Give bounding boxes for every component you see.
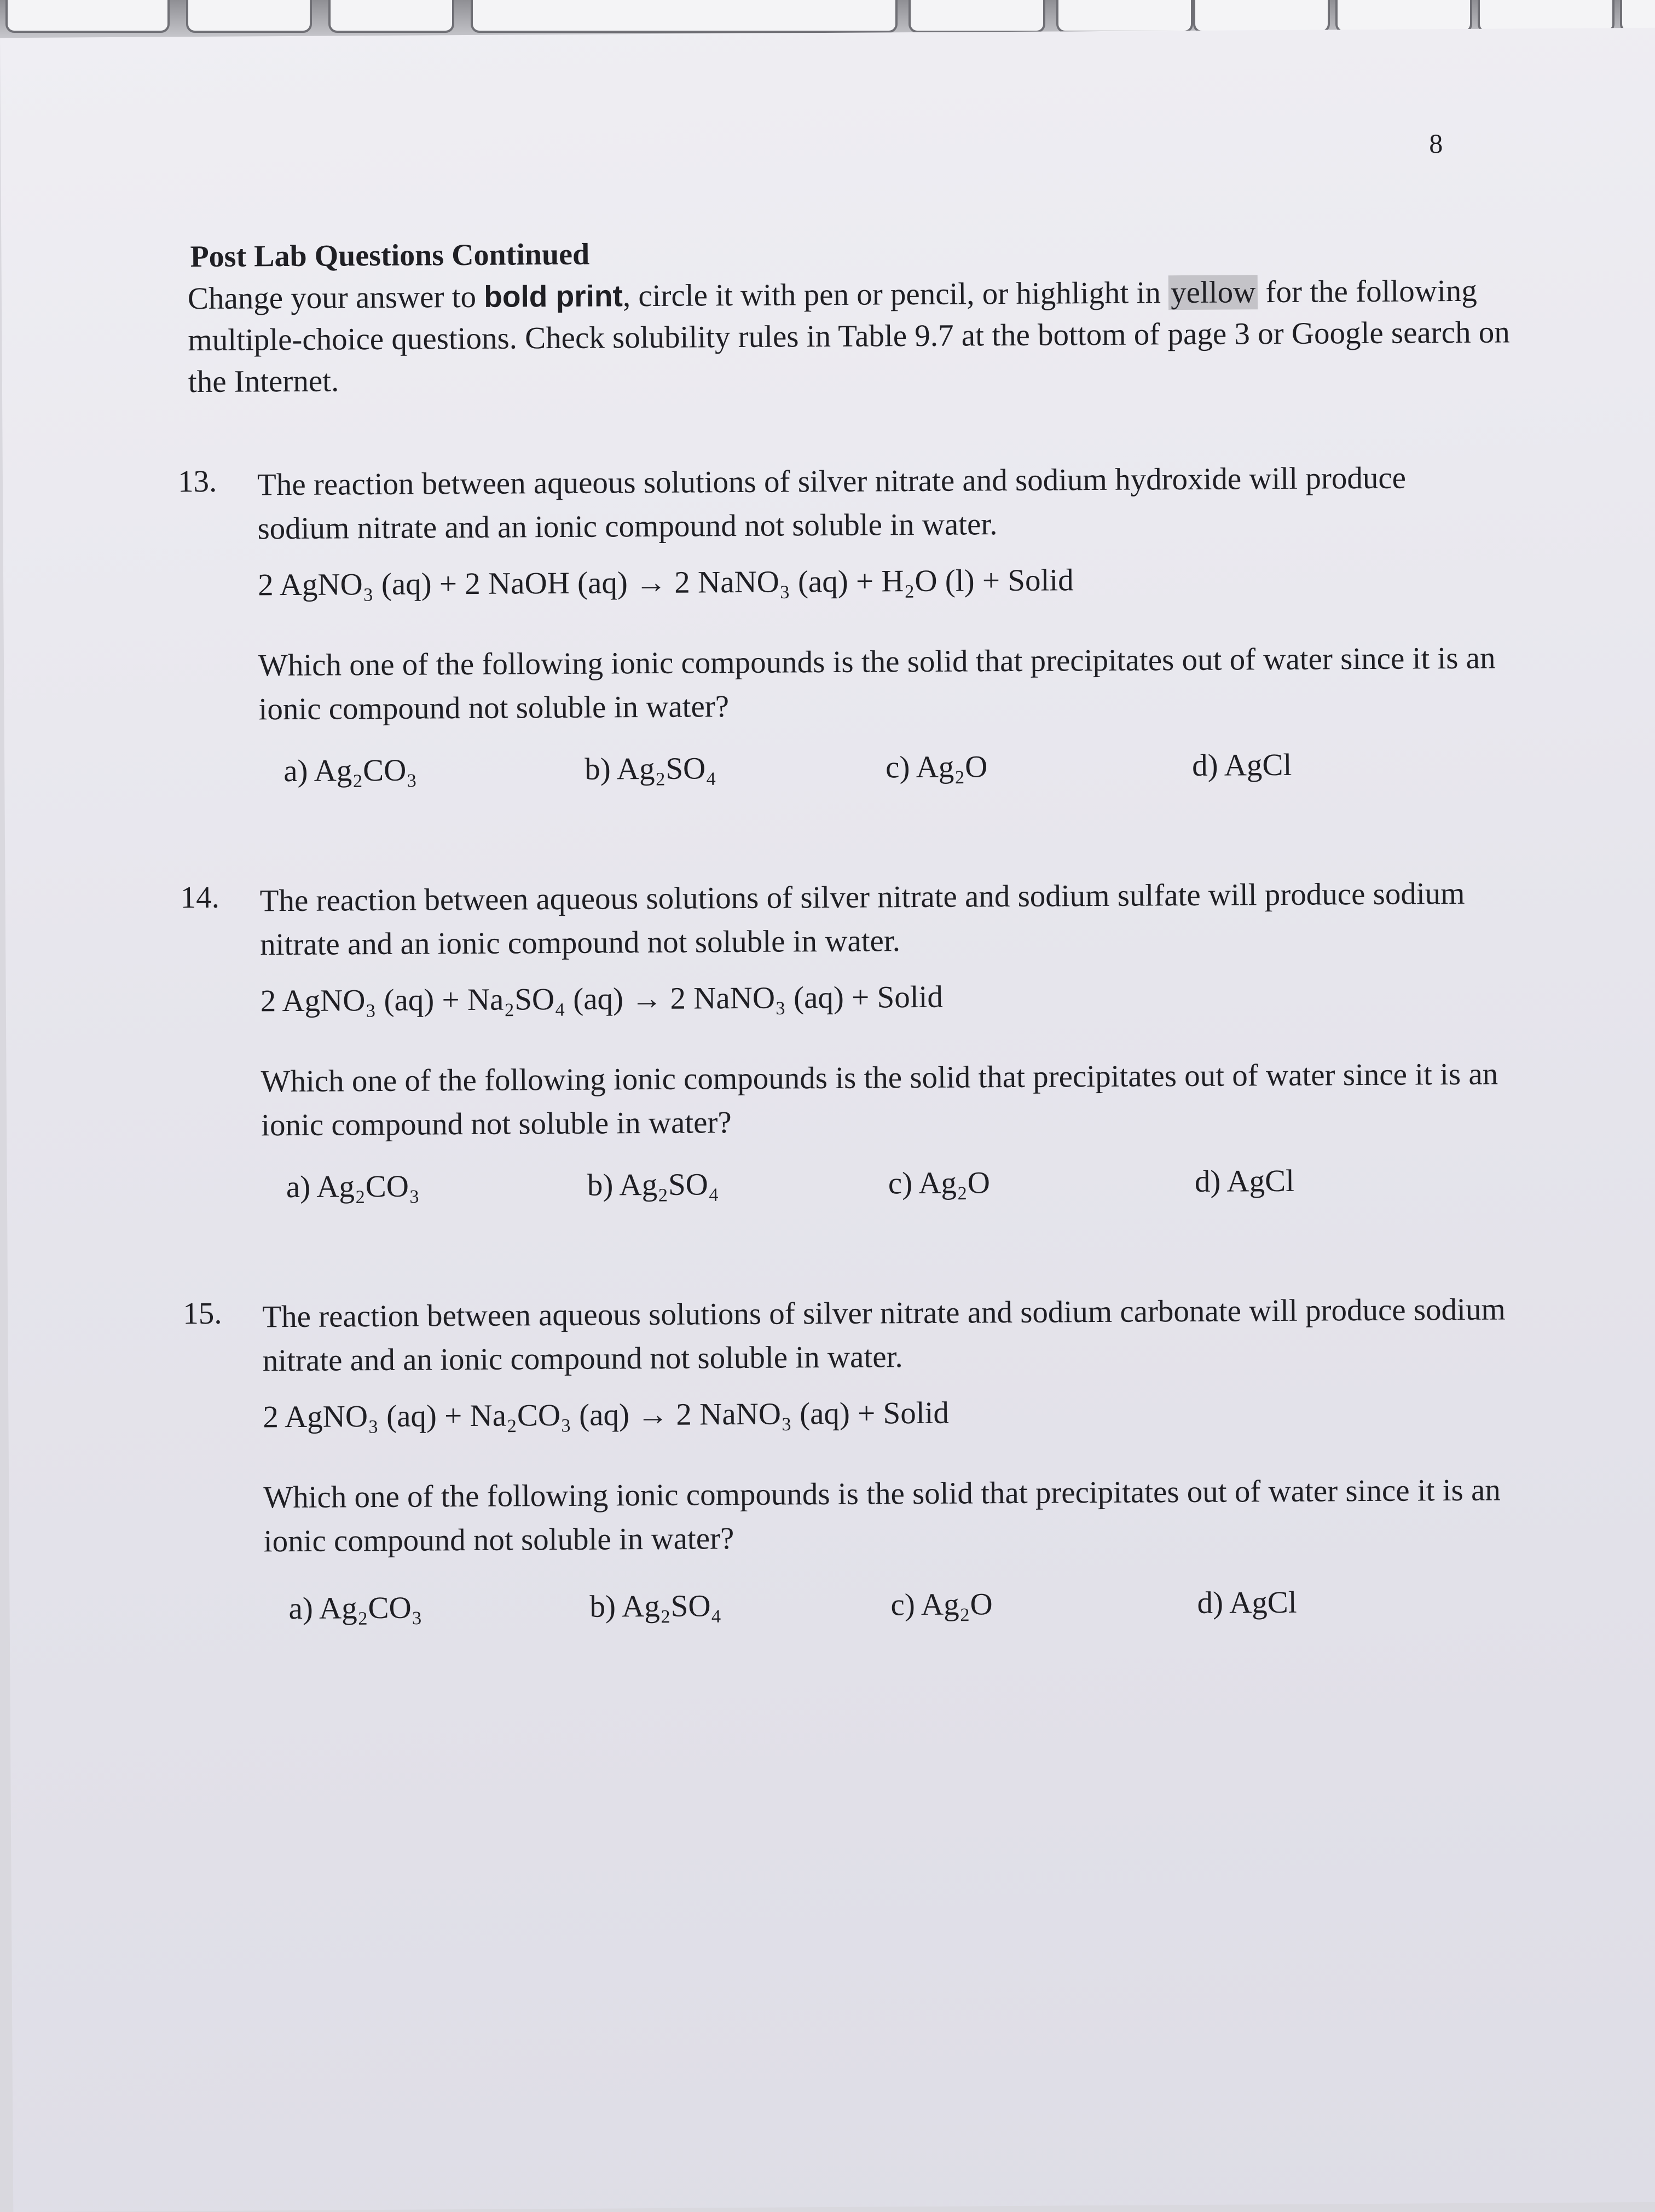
question-number: 15. — [183, 1296, 222, 1331]
chemical-equation: 2 AgNO₃ (aq) + 2 NaOH (aq) → 2 NaNO₃ (aq) + H₂O (l) + Solid — [257, 563, 1074, 603]
choice-d[interactable]: d) AgCl — [1191, 747, 1292, 783]
worksheet-page — [0, 28, 1655, 2212]
section-heading: Post Lab Questions Continued — [190, 237, 590, 274]
keyboard-key — [908, 0, 1045, 33]
question-text: The reaction between aqueous solutions of silver nitrate and sodium sulfate will produce sodium nitrate and an ionic compound not soluble in water. — [259, 876, 1465, 962]
instructions-bold-text: bold print — [484, 279, 623, 314]
keyboard-key — [471, 0, 898, 33]
question-number: 13. — [177, 464, 217, 499]
page-number: 8 — [1429, 128, 1443, 159]
choice-a[interactable]: a) Ag₂CO₃ — [288, 1590, 423, 1626]
choice-a[interactable]: a) Ag₂CO₃ — [286, 1169, 420, 1205]
chemical-equation: 2 AgNO₃ (aq) + Na₂SO₄ (aq) → 2 NaNO₃ (aq) + Solid — [260, 979, 944, 1019]
choice-b[interactable]: b) Ag₂SO₄ — [587, 1167, 719, 1203]
instructions — [188, 269, 1513, 403]
question-prompt: Which one of the following ionic compounds is the solid that precipitates out of water since it is an ionic compound not soluble in water? — [261, 1056, 1498, 1143]
instructions-text: , circle it with pen or pencil, or highlight in — [622, 275, 1169, 314]
question-15 — [183, 1287, 1518, 1626]
choice-d[interactable]: d) AgCl — [1194, 1163, 1295, 1199]
highlighted-word: yellow — [1168, 275, 1258, 310]
instructions-text: for the following multiple-choice questions. Check solubility rules in Table 9.7 at the bottom of page 3 or Google search on the Internet. — [188, 273, 1510, 400]
choice-a[interactable]: a) Ag₂CO₃ — [283, 753, 418, 789]
keyboard-key — [1335, 0, 1472, 33]
choice-c[interactable]: c) Ag₂O — [886, 749, 988, 785]
answer-choices — [286, 1162, 1490, 1213]
question-prompt: Which one of the following ionic compounds is the solid that precipitates out of water since it is an ionic compound not soluble in water? — [263, 1472, 1501, 1559]
choice-c[interactable]: c) Ag₂O — [890, 1587, 993, 1622]
keyboard-key — [328, 0, 454, 33]
keyboard-key — [186, 0, 312, 33]
question-text: The reaction between aqueous solutions of silver nitrate and sodium hydroxide will produce sodium nitrate and an ionic compound not soluble in water. — [257, 460, 1407, 546]
keyboard-key — [5, 0, 170, 33]
choice-b[interactable]: b) Ag₂SO₄ — [589, 1589, 722, 1624]
choice-b[interactable]: b) Ag₂SO₄ — [585, 751, 717, 787]
answer-choices — [283, 746, 1488, 797]
choice-d[interactable]: d) AgCl — [1197, 1585, 1297, 1620]
question-13 — [177, 455, 1513, 789]
question-14 — [180, 871, 1515, 1205]
choice-c[interactable]: c) Ag₂O — [888, 1165, 991, 1201]
chemical-equation: 2 AgNO₃ (aq) + Na₂CO₃ (aq) → 2 NaNO₃ (aq) + Solid — [263, 1395, 950, 1435]
question-number: 14. — [180, 880, 220, 915]
instructions-text: Change your answer to — [187, 279, 484, 316]
keyboard-key — [1193, 0, 1330, 33]
keyboard-key — [1056, 0, 1193, 33]
question-text: The reaction between aqueous solutions of silver nitrate and sodium carbonate will produce sodium nitrate and an ionic compound not soluble in water. — [262, 1292, 1506, 1378]
answer-choices — [288, 1584, 1492, 1635]
question-prompt: Which one of the following ionic compounds is the solid that precipitates out of water since it is an ionic compound not soluble in water? — [258, 640, 1496, 727]
